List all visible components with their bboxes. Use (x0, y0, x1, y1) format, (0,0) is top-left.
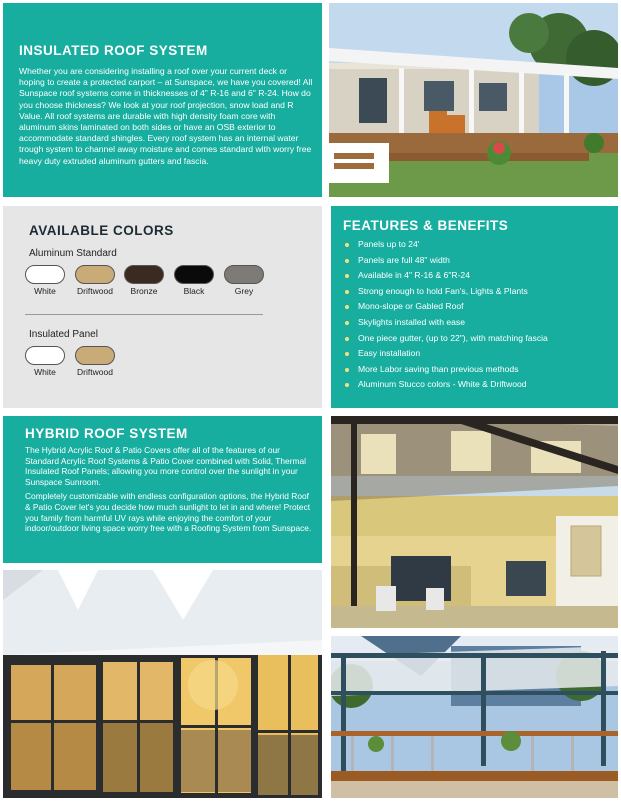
feature-text: Panels up to 24' (358, 239, 420, 249)
colors-divider (25, 314, 263, 315)
feature-text: One piece gutter, (up to 22"), with matching fascia (358, 332, 548, 343)
swatch-panel-driftwood (68, 346, 122, 377)
feature-text: Mono-slope or Gabled Roof (358, 301, 464, 312)
feature-item (343, 268, 610, 284)
feature-item (343, 377, 610, 393)
hybrid-roof-body-2: Completely customizable with endless configuration options, the Hybrid Roof & Patio Cover let's you decide how much sunlight to let in and where! Protect you family from harmful UV rays while enjoying the comfort of your indoor/outdoor living space worry free with a Roofing System from Sunspace. (25, 491, 312, 534)
feature-text: More Labor saving than previous methods (358, 363, 519, 374)
bullet-icon (345, 243, 349, 247)
feature-item (343, 331, 610, 347)
color-swatch (25, 346, 65, 365)
feature-item (343, 237, 610, 253)
bullet-icon (345, 352, 349, 356)
available-colors-panel (3, 206, 322, 408)
feature-item (343, 315, 610, 331)
swatch-label: Black (183, 286, 205, 296)
aluminum-standard-heading: Aluminum Standard (29, 248, 117, 259)
feature-text: Easy installation (358, 348, 421, 359)
swatch-label: Bronze (130, 286, 158, 296)
bullet-icon (345, 321, 349, 325)
swatch-aluminum-white (18, 265, 72, 296)
sunroom-interior-photo (3, 570, 322, 798)
hybrid-roof-panel (3, 416, 322, 563)
bullet-icon (345, 274, 349, 278)
swatch-aluminum-bronze (117, 265, 171, 296)
feature-text: Available in 4" R-16 & 6"R-24 (358, 270, 470, 281)
available-colors-title: AVAILABLE COLORS (29, 223, 174, 238)
features-title: FEATURES & BENEFITS (343, 218, 509, 233)
features-benefits-panel (331, 206, 618, 408)
feature-text: Aluminum Stucco colors - White & Driftwood (358, 379, 527, 390)
bullet-icon (345, 368, 349, 372)
insulated-roof-title: INSULATED ROOF SYSTEM (19, 43, 208, 58)
swatch-label: White (34, 367, 56, 377)
insulated-panel-heading: Insulated Panel (29, 329, 98, 340)
color-swatch (25, 265, 65, 284)
bullet-icon (345, 383, 349, 387)
insulated-roof-body: Whether you are considering installing a roof over your current deck or hoping to create a protected carport – at Sunspace, we have you covered! All Sunspace roof systems come in thicknesses of 4" R-16 and 6" R-24. How do you choose thickness? We look at your roof projection, snow load and R Value. All roof systems are durable with high density foam core with aluminum skins laminated on both sides or have an OSB exterior to accommodate standard shingles. Every roof system has an internal water trough system to channel away moisture and comes standard with worry free heavy duty extruded aluminum gutters and fascia. (19, 66, 313, 166)
features-list (343, 237, 610, 393)
swatch-aluminum-grey (217, 265, 271, 296)
feature-text: Skylights installed with ease (358, 316, 465, 327)
feature-item (343, 362, 610, 378)
color-swatch (174, 265, 214, 284)
bullet-icon (345, 305, 349, 309)
feature-item (343, 299, 610, 315)
feature-text: Panels are full 48" width (358, 254, 450, 265)
color-swatch (75, 265, 115, 284)
swatch-label: Driftwood (77, 367, 113, 377)
bullet-icon (345, 290, 349, 294)
swatch-label: White (34, 286, 56, 296)
deck-pergola-photo (331, 636, 618, 798)
bullet-icon (345, 259, 349, 263)
feature-text: Strong enough to hold Fan's, Lights & Plants (358, 285, 528, 296)
color-swatch (124, 265, 164, 284)
patio-cover-photo (331, 416, 618, 628)
feature-item (343, 284, 610, 300)
color-swatch (75, 346, 115, 365)
feature-item (343, 346, 610, 362)
hybrid-roof-body-1: The Hybrid Acrylic Roof & Patio Covers offer all of the features of our Standard Acrylic Roof Systems & Patio Cover combined with Solid, Thermal Insulated Roof Panels; allowing you more control over the sunlight in your Sunspace Sunroom. (25, 445, 306, 487)
feature-item (343, 253, 610, 269)
deck-house-photo (329, 3, 618, 197)
swatch-aluminum-driftwood (68, 265, 122, 296)
swatch-aluminum-black (167, 265, 221, 296)
insulated-roof-panel (3, 3, 322, 197)
color-swatch (224, 265, 264, 284)
hybrid-roof-title: HYBRID ROOF SYSTEM (25, 426, 188, 441)
bullet-icon (345, 337, 349, 341)
swatch-label: Grey (234, 286, 254, 296)
swatch-panel-white (18, 346, 72, 377)
swatch-label: Driftwood (77, 286, 113, 296)
